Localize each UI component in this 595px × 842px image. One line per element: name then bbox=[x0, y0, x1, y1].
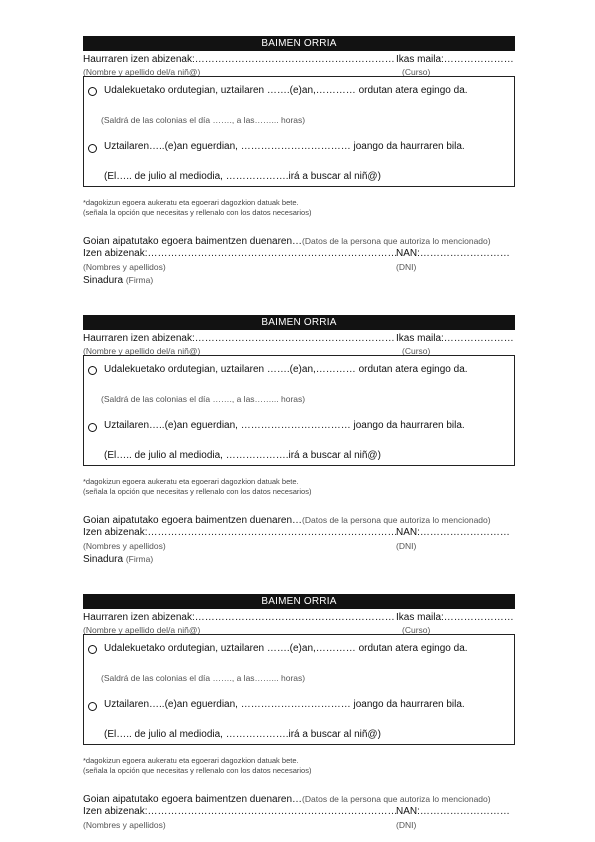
authorizer-hint: (Datos de la persona que autoriza lo mencionado) bbox=[302, 236, 491, 246]
course-field[interactable]: Ikas maila:………………… bbox=[396, 54, 514, 65]
option2-hint: (El….. de julio al mediodia, ……………….irá a buscar al niñ@) bbox=[104, 450, 381, 461]
child-name-hint: (Nombre y apellido del/a niñ@) bbox=[83, 67, 201, 77]
signature-hint: (Firma) bbox=[125, 275, 154, 285]
option1-radio[interactable] bbox=[88, 645, 97, 654]
child-name-field[interactable]: Haurraren izen abizenak:…………………………………………………… bbox=[83, 333, 395, 344]
note-eu: *dagokizun egoera aukeratu eta egoerari dagozkion datuak bete. bbox=[83, 756, 299, 765]
course-field[interactable]: Ikas maila:………………… bbox=[396, 612, 514, 623]
option1-radio[interactable] bbox=[88, 87, 97, 96]
note-eu: *dagokizun egoera aukeratu eta egoerari dagozkion datuak bete. bbox=[83, 198, 299, 207]
name-field[interactable]: Izen abizenak:………………………………………………………………… bbox=[83, 248, 398, 259]
child-name-hint: (Nombre y apellido del/a niñ@) bbox=[83, 346, 201, 356]
option2-text: Uztailaren…..(e)an eguerdian, …………………………… joango da haurraren bila. bbox=[104, 141, 465, 152]
options-box bbox=[83, 76, 515, 187]
option1-hint: (Saldrá de las colonias el día ……., a las……... horas) bbox=[101, 394, 306, 404]
name-field[interactable]: Izen abizenak:………………………………………………………………… bbox=[83, 527, 398, 538]
options-box bbox=[83, 634, 515, 745]
name-hint: (Nombres y apellidos) bbox=[83, 262, 166, 272]
course-field[interactable]: Ikas maila:………………… bbox=[396, 333, 514, 344]
option2-hint: (El….. de julio al mediodia, ……………….irá a buscar al niñ@) bbox=[104, 171, 381, 182]
id-hint: (DNI) bbox=[396, 541, 417, 551]
id-field[interactable]: NAN:……………………… bbox=[396, 527, 510, 538]
option2-hint: (El….. de julio al mediodia, ……………….irá a buscar al niñ@) bbox=[104, 729, 381, 740]
option1-text: Udalekuetako ordutegian, uztailaren …….(e)an,………… ordutan atera egingo da. bbox=[104, 364, 468, 375]
option2-radio[interactable] bbox=[88, 702, 97, 711]
authorizer-hint: (Datos de la persona que autoriza lo mencionado) bbox=[302, 515, 491, 525]
id-field[interactable]: NAN:……………………… bbox=[396, 806, 510, 817]
slip-title: BAIMEN ORRIA bbox=[83, 594, 515, 609]
signature-hint: (Firma) bbox=[125, 554, 154, 564]
child-name-hint: (Nombre y apellido del/a niñ@) bbox=[83, 625, 201, 635]
note-es: (señala la opción que necesitas y rellenalo con los datos necesarios) bbox=[83, 766, 312, 775]
option2-text: Uztailaren…..(e)an eguerdian, …………………………… joango da haurraren bila. bbox=[104, 420, 465, 431]
authorizer-label bbox=[83, 235, 491, 248]
authorizer-label-text: Goian aipatutako egoera baimentzen duenaren… bbox=[83, 794, 303, 805]
option2-radio[interactable] bbox=[88, 423, 97, 432]
option1-text: Udalekuetako ordutegian, uztailaren …….(e)an,………… ordutan atera egingo da. bbox=[104, 85, 468, 96]
signature-label: Sinadura bbox=[83, 275, 124, 286]
name-field[interactable]: Izen abizenak:………………………………………………………………… bbox=[83, 806, 398, 817]
authorizer-label bbox=[83, 793, 491, 806]
signature-field[interactable] bbox=[83, 553, 153, 566]
option1-hint: (Saldrá de las colonias el día ……., a las……... horas) bbox=[101, 673, 306, 683]
id-hint: (DNI) bbox=[396, 820, 417, 830]
option2-text: Uztailaren…..(e)an eguerdian, …………………………… joango da haurraren bila. bbox=[104, 699, 465, 710]
course-hint: (Curso) bbox=[402, 67, 431, 77]
course-hint: (Curso) bbox=[402, 625, 431, 635]
option1-radio[interactable] bbox=[88, 366, 97, 375]
name-hint: (Nombres y apellidos) bbox=[83, 820, 166, 830]
child-name-field[interactable]: Haurraren izen abizenak:…………………………………………………… bbox=[83, 612, 395, 623]
slip-title: BAIMEN ORRIA bbox=[83, 36, 515, 51]
option2-radio[interactable] bbox=[88, 144, 97, 153]
option1-hint: (Saldrá de las colonias el día ……., a las……... horas) bbox=[101, 115, 306, 125]
signature-label: Sinadura bbox=[83, 554, 124, 565]
child-name-field[interactable]: Haurraren izen abizenak:…………………………………………………… bbox=[83, 54, 395, 65]
options-box bbox=[83, 355, 515, 466]
authorizer-label-text: Goian aipatutako egoera baimentzen duenaren… bbox=[83, 515, 303, 526]
id-field[interactable]: NAN:……………………… bbox=[396, 248, 510, 259]
course-hint: (Curso) bbox=[402, 346, 431, 356]
authorizer-label-text: Goian aipatutako egoera baimentzen duenaren… bbox=[83, 236, 303, 247]
slip-title: BAIMEN ORRIA bbox=[83, 315, 515, 330]
note-eu: *dagokizun egoera aukeratu eta egoerari dagozkion datuak bete. bbox=[83, 477, 299, 486]
id-hint: (DNI) bbox=[396, 262, 417, 272]
note-es: (señala la opción que necesitas y rellenalo con los datos necesarios) bbox=[83, 487, 312, 496]
name-hint: (Nombres y apellidos) bbox=[83, 541, 166, 551]
note-es: (señala la opción que necesitas y rellenalo con los datos necesarios) bbox=[83, 208, 312, 217]
option1-text: Udalekuetako ordutegian, uztailaren …….(e)an,………… ordutan atera egingo da. bbox=[104, 643, 468, 654]
authorizer-hint: (Datos de la persona que autoriza lo mencionado) bbox=[302, 794, 491, 804]
signature-field[interactable] bbox=[83, 274, 153, 287]
authorizer-label bbox=[83, 514, 491, 527]
